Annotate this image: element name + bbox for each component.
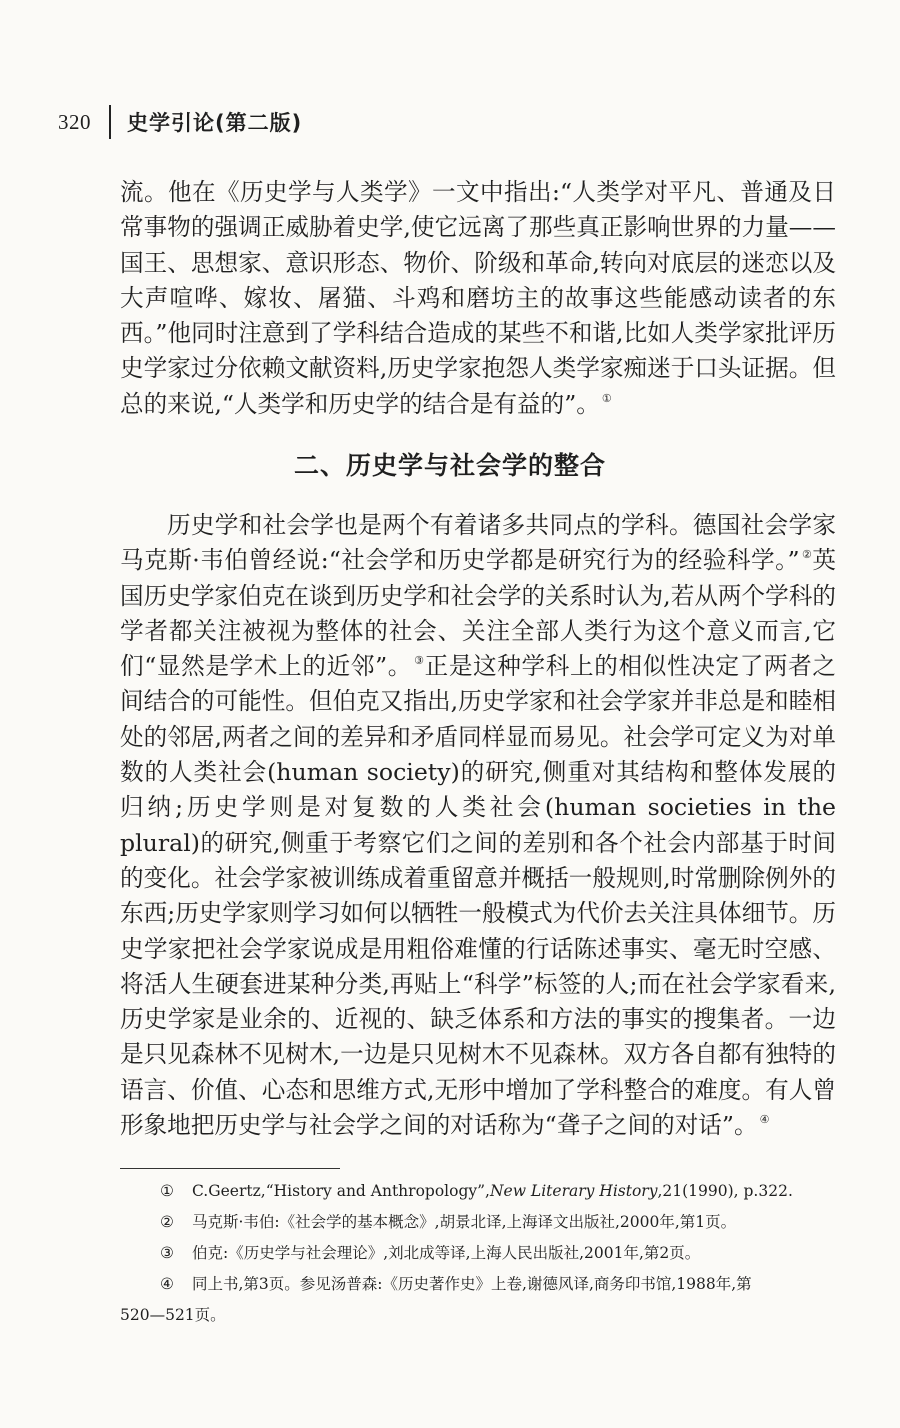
header-divider xyxy=(109,105,111,139)
footnote-item xyxy=(120,1238,840,1269)
footnote-item xyxy=(120,1207,840,1238)
footnote-ref-1: ① xyxy=(601,391,612,405)
footnote-text: 伯克:《历史学与社会理论》,刘北成等译,上海人民出版社,2001年,第2页。 xyxy=(192,1244,701,1262)
footnote-item xyxy=(120,1269,840,1331)
footnote-mark: ③ xyxy=(160,1244,174,1262)
footnote-text: 同上书,第3页。参见汤普森:《历史著作史》上卷,谢德风译,商务印书馆,1988年,第 xyxy=(192,1275,752,1293)
body-paragraph-2 xyxy=(120,508,836,1143)
footnote-divider xyxy=(120,1168,340,1169)
footnote-text: C.Geertz,“History and Anthropology”, xyxy=(192,1182,490,1200)
footnote-item xyxy=(120,1176,840,1207)
footnote-ref-4: ④ xyxy=(759,1113,770,1127)
footnote-continuation: 520—521页。 xyxy=(120,1306,226,1324)
footnote-tail: ,21(1990), p.322. xyxy=(657,1182,793,1200)
section-heading: 二、历史学与社会学的整合 xyxy=(293,451,606,480)
paragraph-text-part1: 历史学和社会学也是两个有着诸多共同点的学科。德国社会学家马克斯·韦伯曾经说:“社会学和历史学都是研究行为的经验科学。” xyxy=(120,511,836,575)
footnotes xyxy=(120,1176,840,1331)
paragraph-text-part3: 正是这种学科上的相似性决定了两者之间结合的可能性。但伯克又指出,历史学家和社会学家并非总是和睦相处的邻居,两者之间的差异和矛盾同样显而易见。社会学可定义为对单数的人类社会(human society)的研究,侧重对其结构和整体发展的归纳;历史学则是对复数的人类社会(human societies in the plural)的研究,侧重于考察它们之间的差别和各个社会内部基于时间的变化。社会学家被训练成着重留意并概括一般规则,时常删除例外的东西;历史学家则学习如何以牺牲一般模式为代价去关注具体细节。历史学家把社会学家说成是用粗俗难懂的行话陈述事实、毫无时空感、将活人生硬套进某种分类,再贴上“科学”标签的人;而在社会学家看来,历史学家是业余的、近视的、缺乏体系和方法的事实的搜集者。一边是只见森林不见树木,一边是只见树木不见森林。双方各自都有独特的语言、价值、心态和思维方式,无形中增加了学科整合的难度。有人曾形象地把历史学与社会学之间的对话称为“聋子之间的对话”。 xyxy=(120,652,837,1140)
paragraph-text: 流。他在《历史学与人类学》一文中指出:“人类学对平凡、普通及日常事物的强调正威胁着史学,使它远离了那些真正影响世界的力量——国王、思想家、意识形态、物价、阶级和革命,转向对底层的迷恋以及大声喧哗、嫁妆、屠猫、斗鸡和磨坊主的故事这些能感动读者的东西。”他同时注意到了学科结合造成的某些不和谐,比如人类学家批评历史学家过分依赖文献资料,历史学家抱怨人类学家痴迷于口头证据。但总的来说,“人类学和历史学的结合是有益的”。 xyxy=(120,178,836,418)
body-paragraph-1 xyxy=(120,175,836,422)
footnote-text: 马克斯·韦伯:《社会学的基本概念》,胡景北译,上海译文出版社,2000年,第1页。 xyxy=(192,1213,737,1231)
footnote-mark: ① xyxy=(160,1182,174,1200)
journal-title: New Literary History xyxy=(489,1182,658,1200)
footnote-mark: ② xyxy=(160,1213,174,1231)
footnote-ref-3: ③ xyxy=(414,654,425,668)
book-title: 史学引论(第二版) xyxy=(127,111,303,135)
page-number: 320 xyxy=(58,109,91,134)
footnote-mark: ④ xyxy=(160,1275,174,1293)
running-header xyxy=(58,102,302,142)
footnote-ref-2: ② xyxy=(801,548,813,562)
paragraph-text-part2: 英国历史学家伯克在谈到历史学和社会学的关系时认为,若从两个学科的学者都关注被视为整体的社会、关注全部人类行为这个意义而言,它们“显然是学术上的近邻”。 xyxy=(120,546,836,681)
